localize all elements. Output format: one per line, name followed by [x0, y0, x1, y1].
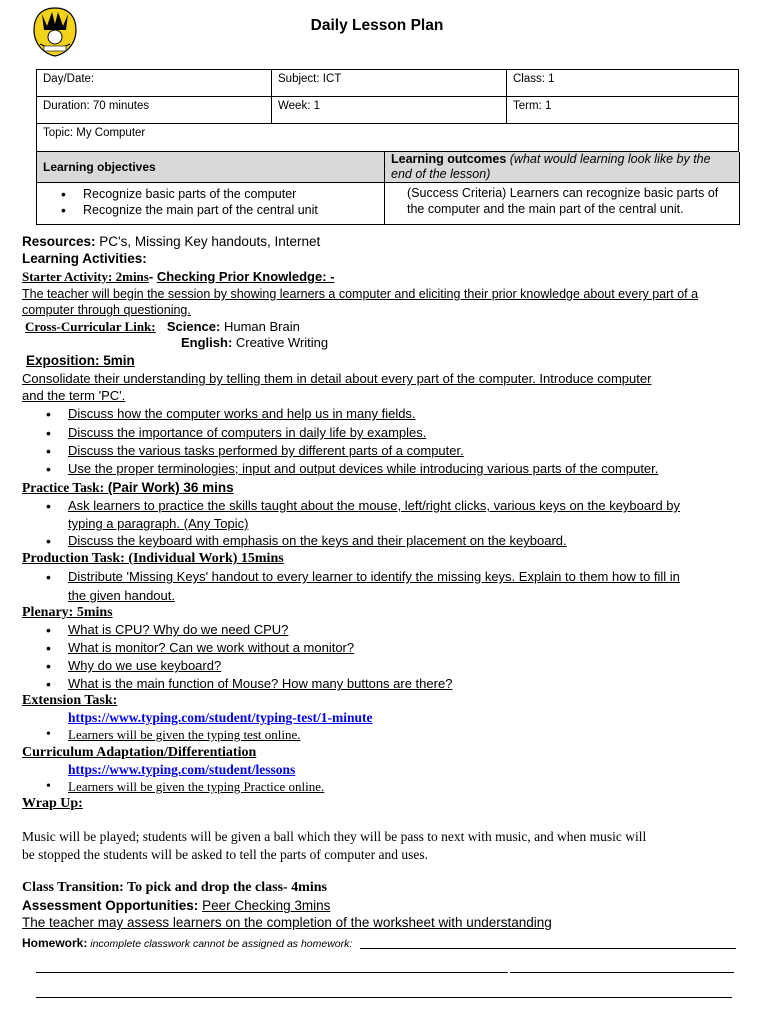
exposition-item: • Use the proper terminologies; input and output devices while introducing various parts of the computer.: [68, 460, 658, 478]
plenary-item: • What is monitor? Can we work without a monitor?: [68, 639, 354, 657]
homework-line: Homework: incomplete classwork cannot be assigned as homework:: [22, 936, 353, 950]
day-date-cell: Day/Date:: [37, 70, 272, 97]
homework-answer-line[interactable]: [36, 997, 732, 998]
wrap-up-text: be stopped the students will be asked to tell the parts of computer and uses.: [22, 847, 429, 862]
outcomes-header: Learning outcomes (what would learning look like by the end of the lesson): [385, 152, 739, 183]
wrap-up-text: Music will be played; students will be given a ball which they will be pass to next with music, and when music will: [22, 829, 647, 844]
practice-item-continued: typing a paragraph. (Any Topic): [68, 516, 249, 531]
week-cell: Week: 1: [272, 97, 507, 124]
production-item-continued: the given handout.: [68, 588, 175, 603]
exposition-text: Consolidate their understanding by telling them in detail about every part of the computer. Introduce computer: [22, 371, 652, 386]
learning-activities-heading: Learning Activities:: [22, 251, 147, 266]
objective-item: • Recognize the main part of the central unit: [83, 202, 318, 218]
class-cell: Class: 1: [507, 70, 739, 97]
plenary-heading: Plenary: 5mins: [22, 605, 113, 620]
exposition-item: • Discuss how the computer works and help us in many fields.: [68, 405, 416, 423]
homework-answer-line[interactable]: [510, 972, 734, 973]
objectives-body: [37, 183, 385, 224]
starter-heading: Starter Activity: 2mins- Checking Prior Knowledge: -: [22, 269, 335, 284]
curriculum-item: • Learners will be given the typing Practice online.: [68, 778, 324, 796]
exposition-item: • Discuss the various tasks performed by different parts of a computer.: [68, 442, 464, 460]
cross-curricular-line: Cross-Curricular Link: Science: Human Brain: [25, 319, 300, 334]
objective-item: • Recognize basic parts of the computer: [83, 186, 296, 202]
objectives-table: [36, 152, 740, 225]
wrap-up-heading: Wrap Up:: [22, 796, 83, 811]
extension-link[interactable]: https://www.typing.com/student/typing-test/1-minute: [68, 710, 373, 725]
cross-curricular-english: English: Creative Writing: [181, 335, 329, 350]
extension-heading: Extension Task:: [22, 693, 118, 708]
topic-cell: Topic: My Computer: [37, 124, 739, 152]
plenary-item: • Why do we use keyboard?: [68, 657, 221, 675]
outcomes-body: (Success Criteria) Learners can recognize basic parts of the computer and the main part of the central unit.: [407, 186, 719, 216]
practice-heading: Practice Task: (Pair Work) 36 mins: [22, 480, 234, 495]
exposition-heading: Exposition: 5min: [26, 353, 135, 368]
practice-item: • Ask learners to practice the skills taught about the mouse, left/right clicks, various keys on the keyboard by: [68, 497, 680, 515]
plenary-item: • What is the main function of Mouse? How many buttons are there?: [68, 675, 452, 693]
exposition-text: and the term 'PC'.: [22, 388, 126, 403]
curriculum-heading: Curriculum Adaptation/Differentiation: [22, 745, 257, 760]
resources-line: Resources: PC's, Missing Key handouts, Internet: [22, 234, 321, 249]
assessment-text: The teacher may assess learners on the completion of the worksheet with understanding: [22, 915, 552, 930]
curriculum-link[interactable]: https://www.typing.com/student/lessons: [68, 762, 296, 777]
starter-text: computer through questioning.: [22, 303, 191, 317]
practice-item: • Discuss the keyboard with emphasis on the keys and their placement on the keyboard.: [68, 532, 567, 550]
production-heading: Production Task: (Individual Work) 15mins: [22, 551, 284, 566]
starter-text: The teacher will begin the session by showing learners a computer and eliciting their prior knowledge about every part of a: [22, 287, 699, 301]
lesson-info-table: [36, 69, 739, 152]
term-cell: Term: 1: [507, 97, 739, 124]
homework-answer-line[interactable]: [36, 972, 508, 973]
plenary-item: • What is CPU? Why do we need CPU?: [68, 621, 288, 639]
subject-cell: Subject: ICT: [272, 70, 507, 97]
homework-answer-line[interactable]: [360, 948, 736, 949]
class-transition: Class Transition: To pick and drop the class- 4mins: [22, 880, 327, 895]
extension-item: • Learners will be given the typing test online.: [68, 726, 301, 744]
production-item: • Distribute 'Missing Keys' handout to every learner to identify the missing keys. Explain to them how to fill in: [68, 568, 680, 586]
exposition-item: • Discuss the importance of computers in daily life by examples.: [68, 424, 426, 442]
duration-cell: Duration: 70 minutes: [37, 97, 272, 124]
assessment-heading: Assessment Opportunities: Peer Checking 3mins: [22, 898, 331, 913]
page-title: Daily Lesson Plan: [310, 17, 444, 34]
objectives-header: Learning objectives: [37, 152, 385, 183]
